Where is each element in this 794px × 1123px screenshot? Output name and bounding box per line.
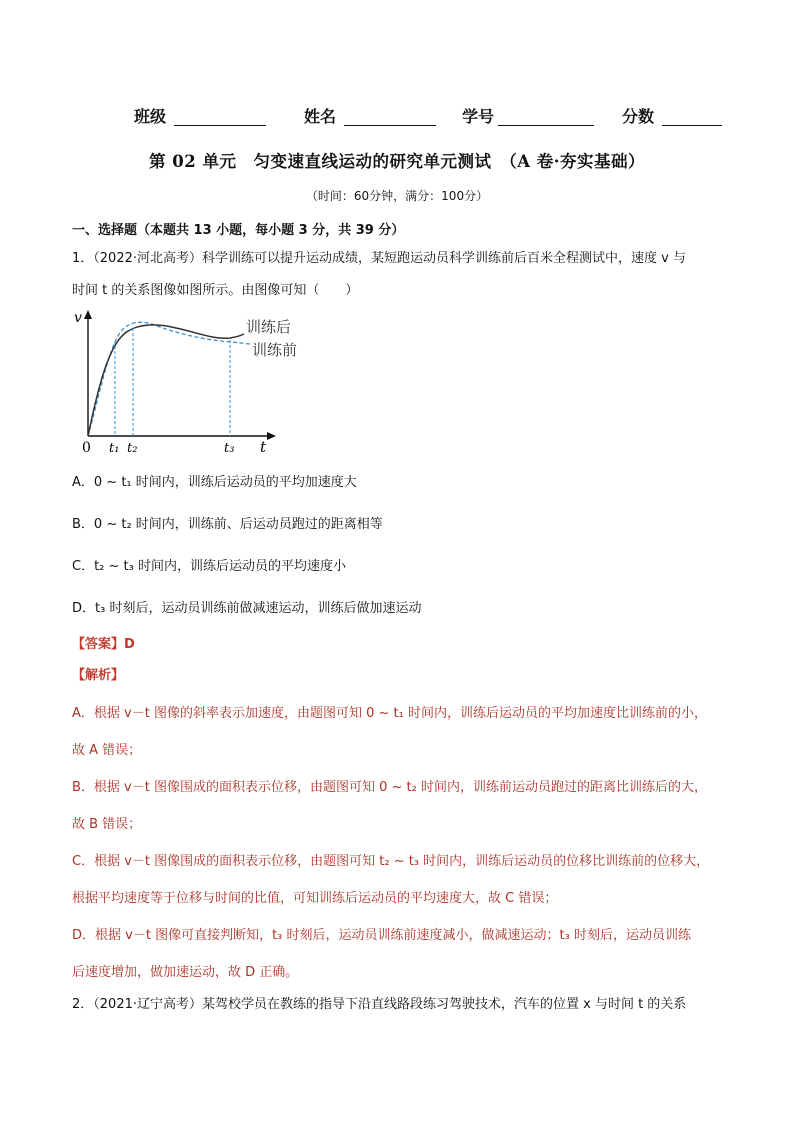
analysis-b-line-1: B．根据 v－t 图像围成的面积表示位移，由题图可知 0 ~ t₂ 时间内，训练前运动员跑过的距离比训练后的大， — [72, 780, 707, 795]
id-label: 学号 — [462, 107, 495, 126]
analysis-c-line-1: C．根据 v－t 图像围成的面积表示位移，由题图可知 t₂ ~ t₃ 时间内，训练后运动员的位移比训练前的位移大， — [72, 854, 710, 869]
question-2-line-1: 2．（2021·辽宁高考）某驾校学员在教练的指导下沿直线路段练习驾驶技术，汽车的位置 x 与时间 t 的关系 — [72, 997, 687, 1012]
analysis-a-line-1: A．根据 v－t 图像的斜率表示加速度，由题图可知 0 ~ t₁ 时间内，训练后运动员的平均加速度比训练前的小， — [72, 706, 707, 721]
x-axis-label: t — [260, 438, 267, 456]
vt-graph-svg — [72, 308, 298, 456]
vt-graph — [72, 308, 298, 456]
y-axis-arrow — [84, 310, 92, 319]
time-info: （时间：60分钟，满分：100分） — [305, 189, 489, 203]
class-label: 班级 — [134, 107, 167, 126]
y-axis-label: v — [74, 310, 82, 326]
t3-label: t₃ — [224, 441, 235, 456]
analysis-a-line-2: 故 A 错误； — [72, 743, 142, 758]
section-heading: 一、选择题（本题共 13 小题，每小题 3 分，共 39 分） — [72, 223, 405, 238]
analysis-b-line-2: 故 B 错误； — [72, 817, 142, 832]
student-info-header — [134, 104, 734, 130]
score-label: 分数 — [622, 107, 655, 126]
option-c[interactable]: C．t₂ ~ t₃ 时间内，训练后运动员的平均速度小 — [72, 559, 346, 574]
analysis-d-line-1: D．根据 v－t 图像可直接判断知，t₃ 时刻后，运动员训练前速度减小，做减速运动；t₃ 时刻后，运动员训练 — [72, 928, 691, 943]
origin-label: 0 — [82, 440, 91, 456]
analysis-c-line-2: 根据平均速度等于位移与时间的比值，可知训练后运动员的平均速度大，故 C 错误； — [72, 891, 558, 906]
question-1-line-1: 1．（2022·河北高考）科学训练可以提升运动成绩，某短跑运动员科学训练前后百米全程测试中，速度 v 与 — [72, 251, 686, 266]
answer-label: 【答案】D — [72, 637, 135, 652]
name-blank[interactable] — [344, 125, 436, 126]
analysis-label: 【解析】 — [72, 668, 125, 683]
x-axis-arrow — [267, 432, 276, 440]
option-a[interactable]: A．0 ~ t₁ 时间内，训练后运动员的平均加速度大 — [72, 475, 357, 490]
id-blank[interactable] — [498, 125, 594, 126]
name-label: 姓名 — [304, 107, 337, 126]
score-blank[interactable] — [662, 125, 722, 126]
t2-label: t₂ — [127, 441, 138, 456]
curve-before-training — [88, 322, 250, 436]
analysis-d-line-2: 后速度增加，做加速运动，故 D 正确。 — [72, 965, 299, 980]
option-d[interactable]: D．t₃ 时刻后，运动员训练前做减速运动，训练后做加速运动 — [72, 601, 422, 616]
legend-after: 训练后 — [246, 319, 292, 336]
t1-label: t₁ — [109, 441, 120, 456]
question-1-line-2: 时间 t 的关系图像如图所示。由图像可知（ ） — [72, 283, 359, 298]
page-title: 第 02 单元 匀变速直线运动的研究单元测试 （A 卷·夯实基础） — [149, 152, 645, 171]
option-b[interactable]: B．0 ~ t₂ 时间内，训练前、后运动员跑过的距离相等 — [72, 517, 383, 532]
legend-before: 训练前 — [252, 342, 298, 359]
class-blank[interactable] — [174, 125, 266, 126]
